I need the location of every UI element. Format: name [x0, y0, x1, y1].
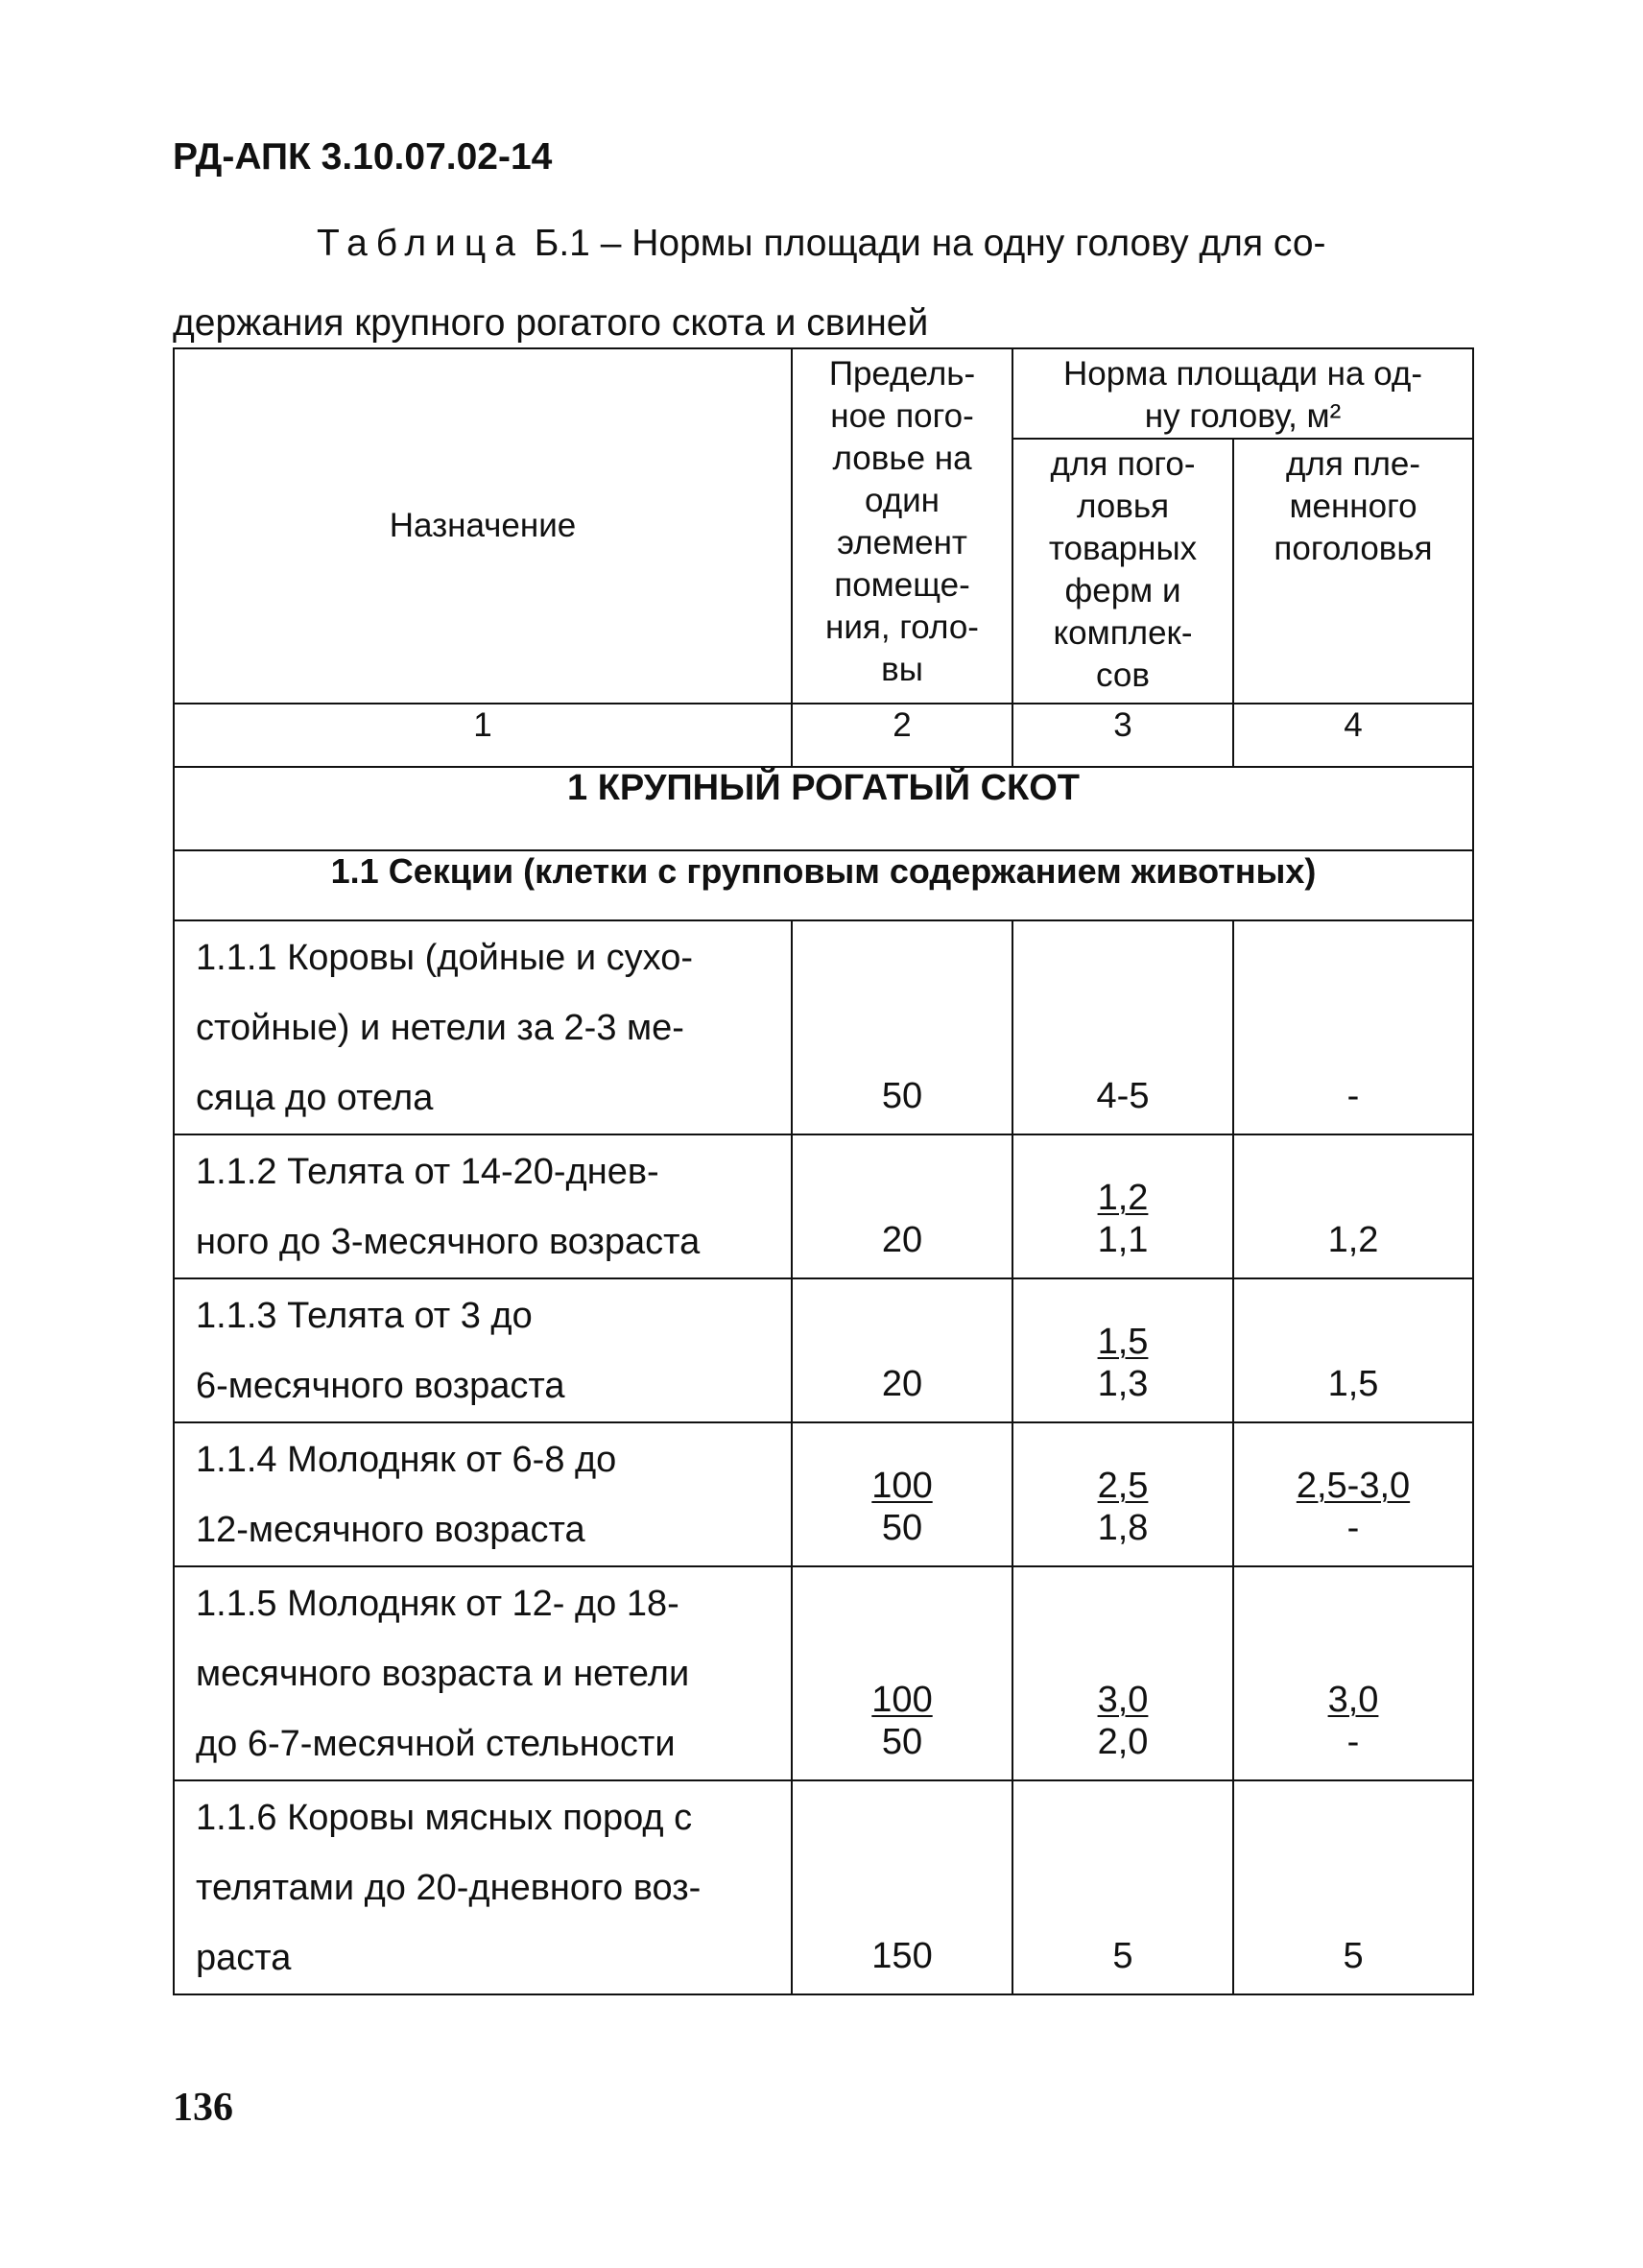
- column-number: 1: [174, 704, 792, 767]
- row-value: [1233, 1278, 1473, 1422]
- row-value: [792, 1422, 1012, 1566]
- value-top: 3,0: [1327, 1680, 1379, 1720]
- value-top: 2,5-3,0: [1296, 1466, 1411, 1506]
- value-bottom: 4-5: [1096, 1076, 1150, 1116]
- row-label: 1.1.4 Молодняк от 6-8 до 12-месячного возраста: [174, 1422, 792, 1566]
- section-title: 1 КРУПНЫЙ РОГАТЫЙ СКОТ: [174, 767, 1473, 850]
- table-row: [174, 1422, 1473, 1566]
- header-commercial: [1012, 439, 1233, 704]
- value-bottom: 5: [1343, 1936, 1364, 1976]
- table-row: [174, 1134, 1473, 1278]
- row-value: [792, 1278, 1012, 1422]
- row-value: [792, 920, 1012, 1134]
- value-bottom: -: [1346, 1076, 1360, 1116]
- row-label: 1.1.6 Коровы мясных пород с телятами до 20-дневного воз- раста: [174, 1780, 792, 1994]
- value-top: 100: [871, 1680, 933, 1720]
- value-bottom: 1,5: [1327, 1364, 1379, 1404]
- row-value: [1012, 920, 1233, 1134]
- value-bottom: -: [1346, 1508, 1360, 1548]
- row-value: [1012, 1134, 1233, 1278]
- row-value: [1012, 1422, 1233, 1566]
- table-row: [174, 920, 1473, 1134]
- row-label: 1.1.2 Телята от 14-20-днев- ного до 3-месячного возраста: [174, 1134, 792, 1278]
- table-row: [174, 1278, 1473, 1422]
- document-code: РД-АПК 3.10.07.02-14: [173, 136, 553, 178]
- row-value: [792, 1780, 1012, 1994]
- header-breeding: [1233, 439, 1473, 704]
- header-purpose-text: Назначение: [389, 507, 577, 544]
- value-top: 2,5: [1097, 1466, 1149, 1506]
- row-value: [1012, 1780, 1233, 1994]
- header-norm-area: [1012, 348, 1473, 439]
- value-top: 3,0: [1097, 1680, 1149, 1720]
- value-bottom: 2,0: [1097, 1722, 1149, 1762]
- header-commercial-text: для пого- ловья товарных ферм и комплек- сов: [1048, 445, 1198, 694]
- value-bottom: 20: [881, 1364, 923, 1404]
- header-purpose: [174, 348, 792, 704]
- row-value: [1012, 1566, 1233, 1780]
- caption-prefix: Таблица: [317, 223, 524, 264]
- row-label: 1.1.5 Молодняк от 12- до 18- месячного возраста и нетели до 6-7-месячной стельности: [174, 1566, 792, 1780]
- header-limit-herd-text: Предель- ное пого- ловье на один элемент помеще- ния, голо- вы: [825, 355, 979, 688]
- table-caption: [173, 203, 1478, 363]
- caption-line-1: Б.1 – Нормы площади на одну голову для со-: [523, 223, 1326, 264]
- norms-table: [173, 347, 1474, 1995]
- column-number: 4: [1233, 704, 1473, 767]
- page-number: 136: [173, 2086, 233, 2130]
- header-limit-herd: [792, 348, 1012, 704]
- row-value: [1233, 1566, 1473, 1780]
- value-top: 100: [871, 1466, 933, 1506]
- column-numbers-row: [174, 704, 1473, 767]
- column-number: 3: [1012, 704, 1233, 767]
- value-bottom: 1,8: [1097, 1508, 1149, 1548]
- value-bottom: 50: [881, 1722, 923, 1762]
- row-value: [1012, 1278, 1233, 1422]
- row-value: [1233, 1422, 1473, 1566]
- value-bottom: 1,3: [1097, 1364, 1149, 1404]
- caption-line-2: держания крупного рогатого скота и свиней: [173, 302, 929, 344]
- row-value: [1233, 1134, 1473, 1278]
- value-bottom: 5: [1112, 1936, 1133, 1976]
- subsection-title: 1.1 Секции (клетки с групповым содержанием животных): [174, 850, 1473, 920]
- value-bottom: 20: [881, 1220, 923, 1260]
- column-number: 2: [792, 704, 1012, 767]
- value-bottom: 1,2: [1327, 1220, 1379, 1260]
- value-bottom: -: [1346, 1722, 1360, 1762]
- row-value: [1233, 1780, 1473, 1994]
- value-bottom: 50: [881, 1076, 923, 1116]
- row-label: 1.1.1 Коровы (дойные и сухо- стойные) и нетели за 2-3 ме- сяца до отела: [174, 920, 792, 1134]
- row-label: 1.1.3 Телята от 3 до 6-месячного возраста: [174, 1278, 792, 1422]
- row-value: [792, 1566, 1012, 1780]
- header-breeding-text: для пле- менного поголовья: [1274, 445, 1433, 567]
- value-bottom: 1,1: [1097, 1220, 1149, 1260]
- value-bottom: 50: [881, 1508, 923, 1548]
- table-row: [174, 1780, 1473, 1994]
- value-top: 1,5: [1097, 1322, 1149, 1362]
- header-norm-area-text: Норма площади на од- ну голову, м²: [1063, 355, 1422, 435]
- value-top: 1,2: [1097, 1178, 1149, 1218]
- value-bottom: 150: [871, 1936, 933, 1976]
- row-value: [792, 1134, 1012, 1278]
- row-value: [1233, 920, 1473, 1134]
- table-row: [174, 1566, 1473, 1780]
